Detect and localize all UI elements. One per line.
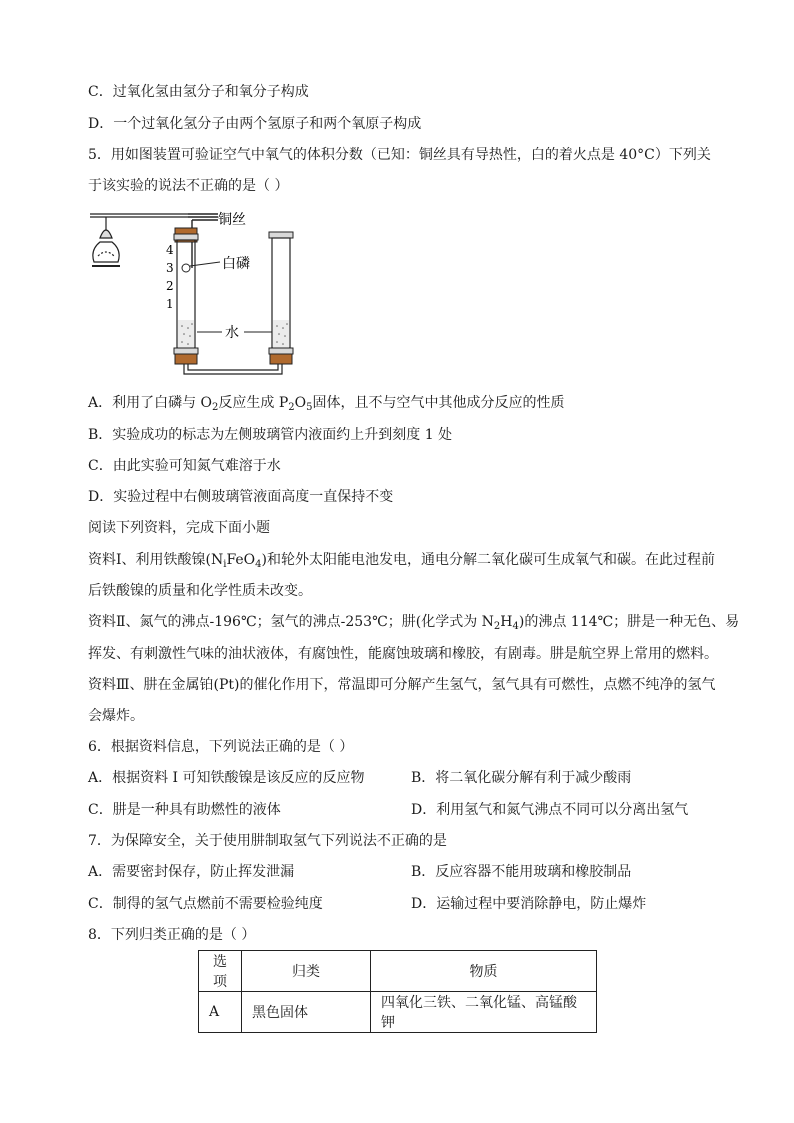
header-option: 选项 <box>199 951 242 992</box>
material-3-line2: 会爆炸。 <box>88 708 144 724</box>
alcohol-lamp <box>90 214 188 266</box>
q5-option-a: A．利用了白磷与 $O_2$反应生成 $P_2O_5$固体，且不与空气中其他成分反应的性质 <box>88 395 565 413</box>
q6-option-b: B．将二氧化碳分解有利于减少酸雨 <box>411 770 632 786</box>
q5-stem-line2: 于该实验的说法不正确的是（ ） <box>88 178 289 194</box>
material-2-line1: 资料Ⅱ、氮气的沸点-196℃；氢气的沸点-253℃；肼(化学式为 $N_2H_4$)的沸点 114℃；肼是一种无色、易 <box>88 614 740 632</box>
experiment-figure <box>88 208 328 378</box>
water-label: 水 <box>225 325 239 341</box>
header-category: 归类 <box>242 951 371 992</box>
q5-option-d: D．实验过程中右侧玻璃管液面高度一直保持不变 <box>88 489 394 505</box>
reading-intro: 阅读下列资料，完成下面小题 <box>88 520 270 536</box>
left-glass-tube <box>174 228 198 364</box>
table-row <box>199 992 597 1033</box>
q7-option-c: C．制得的氢气点燃前不需要检验纯度 <box>88 896 323 912</box>
q7-option-a: A．需要密封保存，防止挥发泄漏 <box>88 864 295 880</box>
right-glass-tube <box>269 232 293 364</box>
q7-stem: 7．为保障安全，关于使用肼制取氢气下列说法不正确的是 <box>88 833 447 849</box>
q6-stem: 6．根据资料信息，下列说法正确的是（ ） <box>88 739 354 755</box>
scale-1: 1 <box>166 297 174 311</box>
q6-option-a: A．根据资料 I 可知铁酸镍是该反应的反应物 <box>88 770 365 786</box>
scale-4: 4 <box>166 243 174 257</box>
q6-option-d: D．利用氢气和氮气沸点不同可以分离出氢气 <box>411 802 689 818</box>
scale-2: 2 <box>166 279 174 293</box>
q8-stem: 8．下列归类正确的是（ ） <box>88 927 256 943</box>
q4-option-c: C．过氧化氢由氢分子和氧分子构成 <box>88 84 309 100</box>
q5-option-b: B．实验成功的标志为左侧玻璃管内液面约上升到刻度 1 处 <box>88 427 453 443</box>
material-2-line2: 挥发、有刺激性气味的油状液体，有腐蚀性，能腐蚀玻璃和橡胶，有剧毒。肼是航空界上常用的燃料。 <box>88 646 718 662</box>
row-a-option: A <box>199 992 242 1033</box>
q5-stem-line1: 5．用如图装置可验证空气中氧气的体积分数（已知：铜丝具有导热性，白的着火点是 40°C）下列关 <box>88 147 711 163</box>
scale-3: 3 <box>166 261 174 275</box>
q4-option-d: D．一个过氧化氢分子由两个氢原子和两个氧原子构成 <box>88 116 422 132</box>
material-3-line1: 资料Ⅲ、肼在金属铂(Pt)的催化作用下，常温即可分解产生氢气，氢气具有可燃性，点燃不纯净的氢气 <box>88 677 716 693</box>
q5-option-c: C．由此实验可知氮气难溶于水 <box>88 458 281 474</box>
phosphorus-label: 白磷 <box>222 256 250 272</box>
material-1-line2: 后铁酸镍的质量和化学性质未改变。 <box>88 583 312 599</box>
q7-option-b: B．反应容器不能用玻璃和橡胶制品 <box>411 864 632 880</box>
header-substance: 物质 <box>371 951 597 992</box>
connecting-tube <box>184 364 282 374</box>
material-1-line1: 资料Ⅰ、利用铁酸镍$(N_iFeO_4)$和轮外太阳能电池发电，通电分解二氧化碳可生成氧气和碳。在此过程前 <box>88 552 716 570</box>
copper-label: 铜丝 <box>218 212 246 228</box>
row-a-substance: 四氧化三铁、二氧化锰、高锰酸钾 <box>371 992 597 1033</box>
q7-option-d: D．运输过程中要消除静电，防止爆炸 <box>411 896 647 912</box>
row-a-category: 黑色固体 <box>242 992 371 1033</box>
table-header-row <box>199 951 597 992</box>
q8-table <box>198 950 597 1033</box>
q6-option-c: C．肼是一种具有助燃性的液体 <box>88 802 281 818</box>
